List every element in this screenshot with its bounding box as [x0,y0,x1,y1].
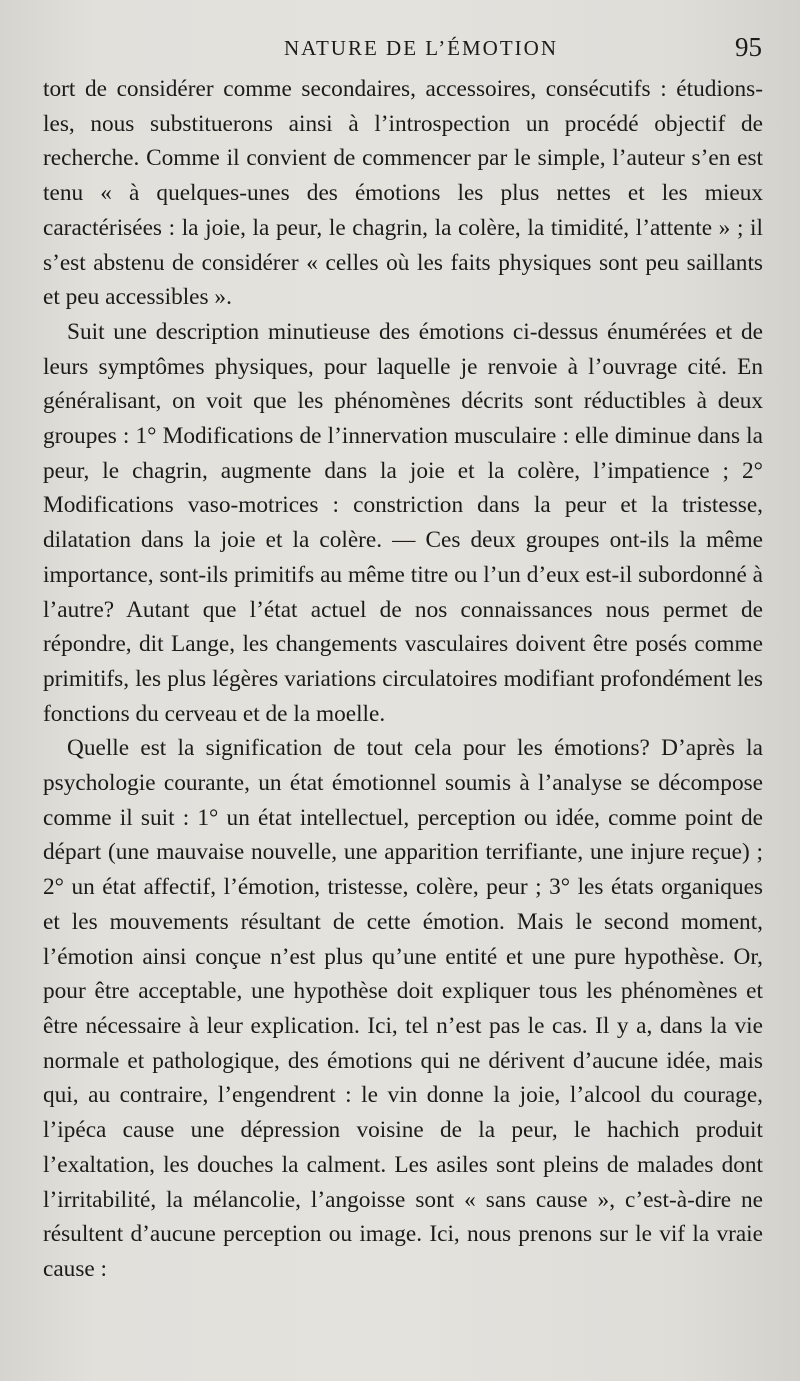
page-number: 95 [735,32,762,62]
running-title: NATURE DE L’ÉMOTION [283,36,559,60]
body-text [43,72,763,1287]
running-head [40,32,762,68]
paragraph-continuation: tort de considérer comme secondaires, accessoires, consécutifs : étudions-les, nous substituerons ainsi à l’introspection un procédé objectif de recherche. Comme il convient de commencer par le simple, l’auteur s’en est tenu « à quelques-unes des émotions les plus nettes et les mieux caractérisées : la joie, la peur, le chagrin, la colère, la timidité, l’attente » ; il s’est abstenu de considérer « celles où les faits physiques sont peu saillants et peu accessibles ». [43,76,763,311]
paragraph: Suit une description minutieuse des émotions ci-dessus énumérées et de leurs symptômes physiques, pour laquelle je renvoie à l’ouvrage cité. En généralisant, on voit que les phénomènes décrits sont réductibles à deux groupes : 1° Modifications de l’innervation musculaire : elle diminue dans la peur, le chagrin, augmente dans la joie et la colère, l’impatience ; 2° Modifications vaso-motrices : constriction dans la peur et la tristesse, dilatation dans la joie et la colère. — Ces deux groupes ont-ils la même importance, sont-ils primitifs au même titre ou l’un d’eux est-il subordonné à l’autre? Autant que l’état actuel de nos connaissances nous permet de répondre, dit Lange, les changements vasculaires doivent être posés comme primitifs, les plus légères variations circulatoires modifiant profondément les fonctions du cerveau et de la moelle. [43,318,763,727]
paragraph: Quelle est la signification de tout cela pour les émotions? D’après la psychologie courante, un état émotionnel soumis à l’analyse se décompose comme il suit : 1° un état intellectuel, perception ou idée, comme point de départ (une mauvaise nouvelle, une apparition terrifiante, une injure reçue) ; 2° un état affectif, l’émotion, tristesse, colère, peur ; 3° les états organiques et les mouvements résultant de cette émotion. Mais le second moment, l’émotion ainsi conçue n’est plus qu’une entité et une pure hypothèse. Or, pour être acceptable, une hypothèse doit expliquer tous les phénomènes et être nécessaire à leur explication. Ici, tel n’est pas le cas. Il y a, dans la vie normale et pathologique, des émotions qui ne dérivent d’aucune idée, mais qui, au contraire, l’engendrent : le vin donne la joie, l’alcool du courage, l’ipéca cause une dépression voisine de la peur, le hachich produit l’exaltation, les douches la calment. Les asiles sont pleins de malades dont l’irritabilité, la mélancolie, l’angoisse sont « sans cause », c’est-à-dire ne résultent d’aucune perception ou image. Ici, nous prenons sur le vif la vraie cause : [43,735,763,1282]
